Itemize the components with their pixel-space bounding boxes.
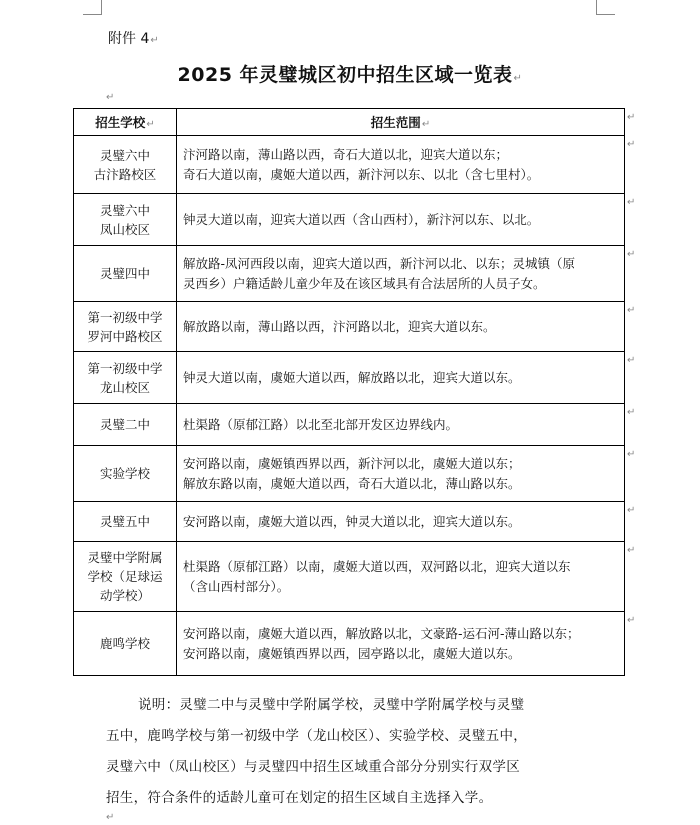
range-line: 安河路以南，虞姬镇西界以西，新汴河以北，虞姬大道以东； [183,455,521,471]
table-row [74,246,625,302]
enrollment-range-cell [177,136,625,194]
school-name-line: 第一初级中学 [87,360,163,376]
table-header-row [74,109,625,136]
school-name-cell [74,136,177,194]
row-end-mark: ↵ [627,505,636,516]
range-line: 钟灵大道以南，迎宾大道以西（含山西村），新汴河以东、以北。 [183,211,540,227]
range-line: 安河路以南，虞姬大道以西，解放路以北，文豪路-运石河-薄山路以东； [183,625,580,641]
table-body [74,136,625,676]
attachment-label [108,28,159,48]
school-name-cell [74,612,177,676]
row-end-mark: ↵ [627,305,636,316]
enrollment-range-cell [177,246,625,302]
school-name-line: 鹿鸣学校 [99,636,150,651]
school-name-line: 第一初级中学 [87,309,163,325]
row-end-mark: ↵ [627,407,636,418]
range-line: 解放路以南，薄山路以西，汴河路以北，迎宾大道以东。 [183,318,496,334]
header-school: 招生学校↵ [74,109,177,136]
enrollment-range-cell [177,502,625,542]
paragraph-mark: ↵ [106,812,115,823]
note-line: 灵璧六中（凤山校区）与灵璧四中招生区域重合部分分别实行双学区 [106,759,520,775]
school-name-line: 灵璧六中 [99,202,150,218]
school-name-line: 灵璧中学附属 [87,550,163,565]
row-end-mark: ↵ [627,615,636,626]
row-end-mark: ↵ [627,545,636,556]
explanatory-note [106,690,616,814]
range-line: 解放路-凤河西段以南，迎宾大道以西，新汴河以北、以东；灵城镇（原 [183,255,576,271]
paragraph-mark: ↵ [106,92,115,103]
school-name-line: 学校（足球运 [87,569,163,584]
table-row [74,542,625,612]
range-line: 杜渠路（原郁江路）以南，虞姬大道以西，双河路以北，迎宾大道以东 [183,558,571,574]
range-line: 解放东路以南，虞姬大道以西，奇石大道以北，薄山路以东。 [183,475,521,491]
margin-corner-mark-left [83,0,102,15]
note-line: 说明：灵璧二中与灵璧中学附属学校，灵璧中学附属学校与灵璧 [138,697,525,713]
row-end-mark: ↵ [627,197,636,208]
school-name-line: 灵璧四中 [99,266,150,281]
range-line: 安河路以南，虞姬镇西界以西，园亭路以北，虞姬大道以东。 [183,645,521,661]
school-name-cell [74,542,177,612]
header-range: 招生范围↵ [177,109,625,136]
range-line: 汴河路以南，薄山路以西，奇石大道以北，迎宾大道以东； [183,146,509,162]
school-name-line: 龙山校区 [99,379,150,395]
range-line: 奇石大道以南，虞姬大道以西，新汴河以东、以北（含七里村）。 [183,166,540,182]
school-name-line: 灵璧五中 [99,514,150,529]
school-name-line: 凤山校区 [99,221,150,237]
school-name-line: 灵璧二中 [99,417,150,432]
range-line: 钟灵大道以南，虞姬大道以西，解放路以北，迎宾大道以东。 [183,369,521,385]
table-row [74,302,625,352]
school-name-cell [74,302,177,352]
school-name-line: 古汴路校区 [93,166,157,182]
enrollment-range-cell [177,446,625,502]
paragraph-mark: ↵ [150,35,159,46]
row-end-mark: ↵ [627,249,636,260]
table-row [74,194,625,246]
row-end-mark: ↵ [627,449,636,460]
school-name-cell [74,352,177,404]
range-line: 安河路以南，虞姬大道以西，钟灵大道以北，迎宾大道以东。 [183,513,521,529]
school-name-cell [74,194,177,246]
margin-corner-mark-right [596,0,615,15]
enrollment-range-cell [177,302,625,352]
range-line: 灵西乡）户籍适龄儿童少年及在该区域具有合法居所的人员子女。 [183,275,546,291]
table-row [74,136,625,194]
enrollment-range-cell [177,612,625,676]
school-name-line: 罗河中路校区 [87,328,163,344]
school-name-line: 实验学校 [99,466,150,481]
note-line: 五中，鹿鸣学校与第一初级中学（龙山校区）、实验学校、灵璧五中， [106,728,528,744]
range-line: 杜渠路（原郁江路）以北至北部开发区边界线内。 [183,416,459,432]
table-row [74,404,625,446]
row-end-mark: ↵ [627,355,636,366]
table-row [74,502,625,542]
row-end-mark: ↵ [627,112,636,123]
table-row [74,612,625,676]
range-line: （含山西村部分）。 [183,578,290,594]
table-row [74,446,625,502]
enrollment-range-cell [177,542,625,612]
school-name-cell [74,446,177,502]
enrollment-range-cell [177,194,625,246]
enrollment-range-cell [177,404,625,446]
school-name-line: 动学校） [99,588,150,603]
page-title [0,60,700,87]
page-title-text: 2025 年灵璧城区初中招生区域一览表 [177,64,513,86]
table-row [74,352,625,404]
enrollment-range-cell [177,352,625,404]
enrollment-zone-table [73,108,625,676]
attachment-label-text: 附件 4 [108,31,150,47]
row-end-mark: ↵ [627,139,636,150]
paragraph-mark: ↵ [513,73,523,84]
school-name-cell [74,502,177,542]
school-name-line: 灵璧六中 [99,147,150,163]
note-line: 招生，符合条件的适龄儿童可在划定的招生区域自主选择入学。 [106,790,493,806]
school-name-cell [74,404,177,446]
school-name-cell [74,246,177,302]
